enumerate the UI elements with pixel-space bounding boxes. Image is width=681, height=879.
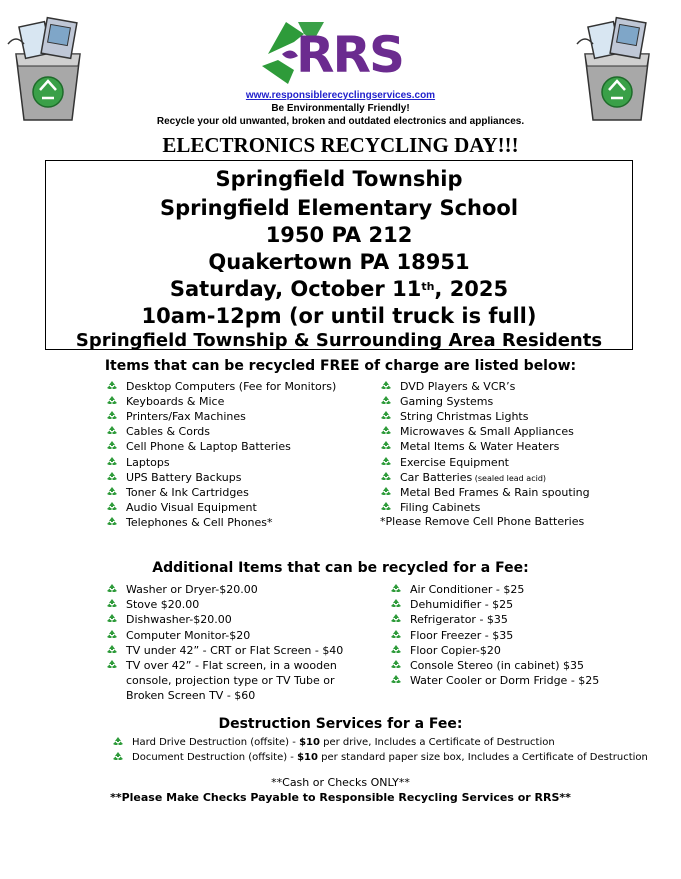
list-item-label: Exercise Equipment: [400, 455, 509, 469]
car-battery-note: (sealed lead acid): [472, 473, 547, 483]
list-item-label: Keyboards & Mice: [126, 395, 225, 409]
recycle-bullet-icon: [112, 751, 124, 763]
subline: Recycle your old unwanted, broken and outdated electronics and appliances.: [156, 116, 525, 127]
recycle-bullet-icon: [106, 516, 118, 528]
destruction-item-label: Hard Drive Destruction (offsite) - $10 per drive, Includes a Certificate of Destruction: [132, 737, 555, 748]
tagline: Be Environmentally Friendly!: [271, 103, 410, 114]
recycle-bullet-icon: [390, 659, 402, 671]
list-item-label: Stove $20.00: [126, 598, 200, 612]
website-link[interactable]: www.responsiblerecyclingservices.com: [245, 90, 436, 101]
recycle-bullet-icon: [112, 736, 124, 748]
list-item-label: Car Batteries (sealed lead acid): [400, 470, 547, 484]
recycle-bullet-icon: [380, 471, 392, 483]
recycle-bullet-icon: [106, 486, 118, 498]
list-item-label: String Christmas Lights: [400, 410, 529, 424]
check-payable-note: **Please Make Checks Payable to Responsible Recycling Services or RRS**: [110, 791, 571, 804]
recycle-bullet-icon: [106, 456, 118, 468]
recycle-bullet-icon: [106, 425, 118, 437]
list-item-label: Audio Visual Equipment: [126, 500, 257, 514]
event-date: Saturday, October 11th, 2025: [169, 277, 509, 301]
list-item-label: Metal Bed Frames & Rain spouting: [400, 485, 590, 499]
list-item-label: Console Stereo (in cabinet) $35: [410, 659, 584, 672]
recycle-bullet-icon: [106, 380, 118, 392]
free-items-heading: Items that can be recycled FREE of charge are listed below:: [104, 358, 577, 374]
recycle-bullet-icon: [390, 598, 402, 610]
payment-note: **Cash or Checks ONLY**: [271, 776, 410, 789]
recycle-bullet-icon: [390, 629, 402, 641]
cell-battery-footnote: *Please Remove Cell Phone Batteries: [380, 515, 585, 528]
recycle-bullet-icon: [106, 440, 118, 452]
destruction-item-label: Document Destruction (offsite) - $10 per standard paper size box, Includes a Certificate of Destruction: [132, 751, 648, 763]
recycle-bullet-icon: [106, 613, 118, 625]
list-item-label: Computer Monitor-$20: [126, 628, 251, 642]
event-time: 10am-12pm (or until truck is full): [141, 304, 537, 328]
list-item-label: Refrigerator - $35: [410, 613, 508, 627]
list-item-label: Air Conditioner - $25: [410, 583, 525, 596]
school-name: Springfield Elementary School: [159, 196, 519, 220]
recycle-bullet-icon: [106, 644, 118, 656]
list-item-label: Floor Freezer - $35: [410, 628, 514, 642]
fee-items-heading: Additional Items that can be recycled for a Fee:: [152, 560, 529, 576]
township-name: Springfield Township: [215, 167, 463, 191]
list-item-label: Washer or Dryer-$20.00: [126, 583, 258, 596]
list-item-label: Microwaves & Small Appliances: [400, 425, 574, 439]
list-item-label: Filing Cabinets: [400, 500, 481, 514]
recycle-bullet-icon: [380, 501, 392, 513]
list-item-label: Telephones & Cell Phones*: [126, 515, 273, 529]
recycle-bullet-icon: [106, 395, 118, 407]
list-item-label: Floor Copier-$20: [410, 643, 501, 657]
recycle-bullet-icon: [390, 613, 402, 625]
recycle-bullet-icon: [106, 501, 118, 513]
list-item-label: Water Cooler or Dorm Fridge - $25: [410, 674, 600, 688]
recycle-bullet-icon: [106, 410, 118, 422]
recycle-bullet-icon: [380, 425, 392, 437]
list-item-label: Cables & Cords: [126, 425, 210, 439]
list-item-label: TV under 42” - CRT or Flat Screen - $40: [126, 643, 344, 657]
recycle-bullet-icon: [106, 471, 118, 483]
event-info-box: [45, 160, 633, 350]
list-item-label: Desktop Computers (Fee for Monitors): [126, 380, 337, 393]
list-item-label: Metal Items & Water Heaters: [400, 440, 560, 454]
recycle-bullet-icon: [390, 674, 402, 686]
list-item-label: Cell Phone & Laptop Batteries: [126, 440, 291, 454]
rrs-logo-text: RRS: [296, 26, 404, 84]
destruction-heading: Destruction Services for a Fee:: [218, 716, 463, 732]
list-item-label: Printers/Fax Machines: [126, 410, 246, 424]
recycle-bullet-icon: [106, 629, 118, 641]
eligible-residents: Springfield Township & Surrounding Area Residents: [75, 330, 603, 351]
recycle-bullet-icon: [106, 598, 118, 610]
list-item-label: DVD Players & VCR’s: [400, 380, 516, 393]
street-address: 1950 PA 212: [265, 223, 413, 247]
recycle-bullet-icon: [380, 440, 392, 452]
list-item-label: Dishwasher-$20.00: [126, 613, 232, 627]
list-item-label: Toner & Ink Cartridges: [126, 485, 249, 499]
city-address: Quakertown PA 18951: [208, 250, 470, 274]
list-item-label: UPS Battery Backups: [126, 470, 242, 484]
recycle-bullet-icon: [390, 644, 402, 656]
recycle-bullet-icon: [380, 456, 392, 468]
recycle-bullet-icon: [380, 395, 392, 407]
list-item-label: TV over 42” - Flat screen, in a wooden console, projection type or TV Tube or Broken Screen TV - $60: [126, 659, 337, 702]
recycle-bullet-icon: [390, 583, 402, 595]
list-item-label: Gaming Systems: [400, 395, 494, 409]
recycle-bullet-icon: [380, 380, 392, 392]
recycle-bullet-icon: [380, 410, 392, 422]
list-item-label: Laptops: [126, 455, 170, 469]
list-item-label: Dehumidifier - $25: [410, 598, 514, 612]
recycle-bullet-icon: [380, 486, 392, 498]
event-title: ELECTRONICS RECYCLING DAY!!!: [162, 133, 519, 157]
recycle-bullet-icon: [106, 583, 118, 595]
recycle-bullet-icon: [106, 659, 118, 671]
